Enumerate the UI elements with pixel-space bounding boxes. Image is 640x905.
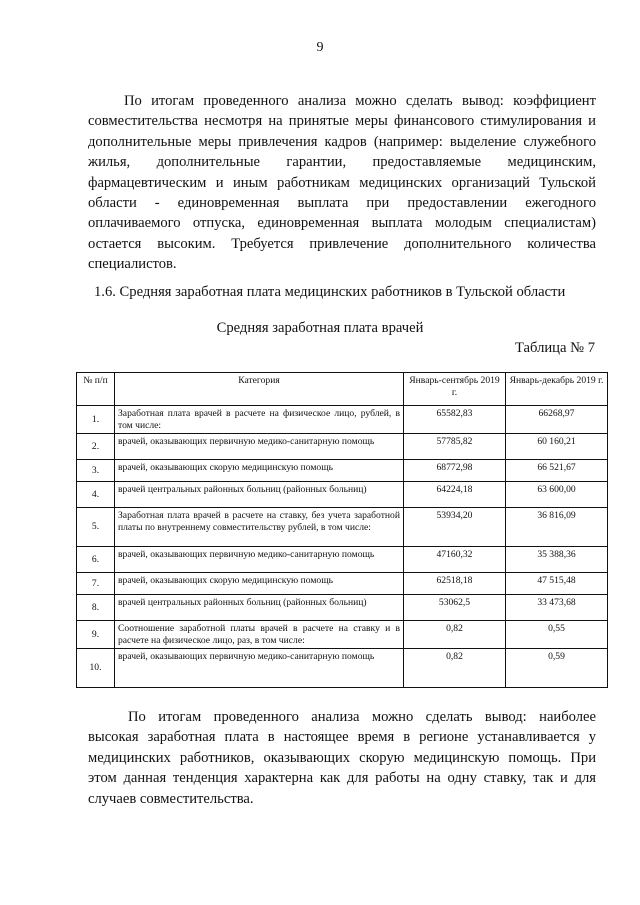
row-number: 10. (77, 649, 115, 688)
row-value-jan-sep: 0,82 (404, 649, 506, 688)
intro-line: области - единовременная выплата при предоставлении ежегодного (88, 195, 596, 212)
header-category: Категория (115, 373, 404, 406)
intro-line: По итогам проведенного анализа можно сделать вывод: коэффициент (124, 93, 596, 109)
table-row (77, 508, 608, 547)
intro-line: специалистов. (88, 256, 177, 273)
row-value-jan-sep: 62518,18 (404, 573, 506, 595)
intro-line: дополнительные меры привлечения кадров (например: выделение служебного (88, 133, 596, 150)
row-number: 3. (77, 460, 115, 482)
header-jan-sep: Январь-сентябрь 2019 г. (404, 373, 506, 406)
row-category: врачей центральных районных больниц (районных больниц) (115, 482, 404, 508)
table-row (77, 460, 608, 482)
row-value-jan-sep: 53062,5 (404, 595, 506, 621)
row-value-jan-sep: 68772,98 (404, 460, 506, 482)
row-value-jan-sep: 53934,20 (404, 508, 506, 547)
table-row (77, 649, 608, 688)
table-title: Средняя заработная плата врачей (216, 320, 424, 336)
row-number: 9. (77, 621, 115, 649)
row-number: 7. (77, 573, 115, 595)
row-value-jan-sep: 64224,18 (404, 482, 506, 508)
table-row (77, 434, 608, 460)
row-value-jan-dec: 47 515,48 (506, 573, 608, 595)
intro-line: оплачиваемого отпуска, единовременная выплата молодым специалистам) (88, 215, 596, 232)
conclusion-line: медицинских работников, оказывающих скорую медицинскую помощь. При (88, 749, 596, 766)
row-value-jan-dec: 33 473,68 (506, 595, 608, 621)
table-row (77, 573, 608, 595)
row-value-jan-dec: 66268,97 (506, 406, 608, 434)
conclusion-line: этом данная тенденция характерна как для работы на одну ставку, так и для (88, 770, 596, 787)
intro-line: совместительства несмотря на принятые меры финансового стимулирования и (88, 113, 596, 130)
intro-line: остается высоким. Требуется привлечение дополнительного количества (88, 235, 596, 252)
section-heading: 1.6. Средняя заработная плата медицинских работников в Тульской области (94, 284, 566, 300)
row-value-jan-dec: 60 160,21 (506, 434, 608, 460)
row-value-jan-dec: 63 600,00 (506, 482, 608, 508)
row-category: врачей, оказывающих первичную медико-санитарную помощь (115, 434, 404, 460)
table-header-row (77, 373, 608, 406)
row-category: Соотношение заработной платы врачей в расчете на ставку и в расчете на физическое лицо, раз, в том числе: (115, 621, 404, 649)
row-category: Заработная плата врачей в расчете на физическое лицо, рублей, в том числе: (115, 406, 404, 434)
row-number: 8. (77, 595, 115, 621)
row-number: 2. (77, 434, 115, 460)
row-value-jan-dec: 66 521,67 (506, 460, 608, 482)
table-row (77, 547, 608, 573)
row-value-jan-sep: 47160,32 (404, 547, 506, 573)
intro-line: жилья, дополнительные гарантии, предоставляемые медицинским, (88, 154, 596, 171)
row-number: 5. (77, 508, 115, 547)
row-number: 1. (77, 406, 115, 434)
row-category: врачей центральных районных больниц (районных больниц) (115, 595, 404, 621)
conclusion-line: высокая заработная плата в настоящее время в регионе устанавливается у (88, 729, 596, 746)
row-category: врачей, оказывающих скорую медицинскую помощь (115, 573, 404, 595)
row-value-jan-dec: 36 816,09 (506, 508, 608, 547)
row-value-jan-dec: 0,55 (506, 621, 608, 649)
row-value-jan-sep: 57785,82 (404, 434, 506, 460)
row-value-jan-dec: 0,59 (506, 649, 608, 688)
row-value-jan-sep: 65582,83 (404, 406, 506, 434)
salary-table (76, 372, 608, 688)
table-row (77, 621, 608, 649)
conclusion-line: случаев совместительства. (88, 790, 254, 807)
table-row (77, 482, 608, 508)
table-number: Таблица № 7 (515, 340, 595, 356)
row-value-jan-sep: 0,82 (404, 621, 506, 649)
conclusion-line: По итогам проведенного анализа можно сделать вывод: наиболее (128, 709, 596, 725)
row-category: врачей, оказывающих скорую медицинскую помощь (115, 460, 404, 482)
page-number: 9 (316, 40, 324, 55)
table-row (77, 595, 608, 621)
intro-paragraph (88, 91, 596, 275)
row-category: врачей, оказывающих первичную медико-санитарную помощь (115, 547, 404, 573)
header-jan-dec: Январь-декабрь 2019 г. (506, 373, 608, 406)
row-value-jan-dec: 35 388,36 (506, 547, 608, 573)
header-num: № п/п (77, 373, 115, 406)
row-category: Заработная плата врачей в расчете на ставку, без учета заработной платы по внутреннему совместительству рублей, в том числе: (115, 508, 404, 547)
row-number: 4. (77, 482, 115, 508)
table-row (77, 406, 608, 434)
row-number: 6. (77, 547, 115, 573)
row-category: врачей, оказывающих первичную медико-санитарную помощь (115, 649, 404, 688)
intro-line: фармацевтическим и иным работникам медицинских организаций Тульской (88, 174, 596, 191)
conclusion-paragraph (88, 707, 596, 809)
